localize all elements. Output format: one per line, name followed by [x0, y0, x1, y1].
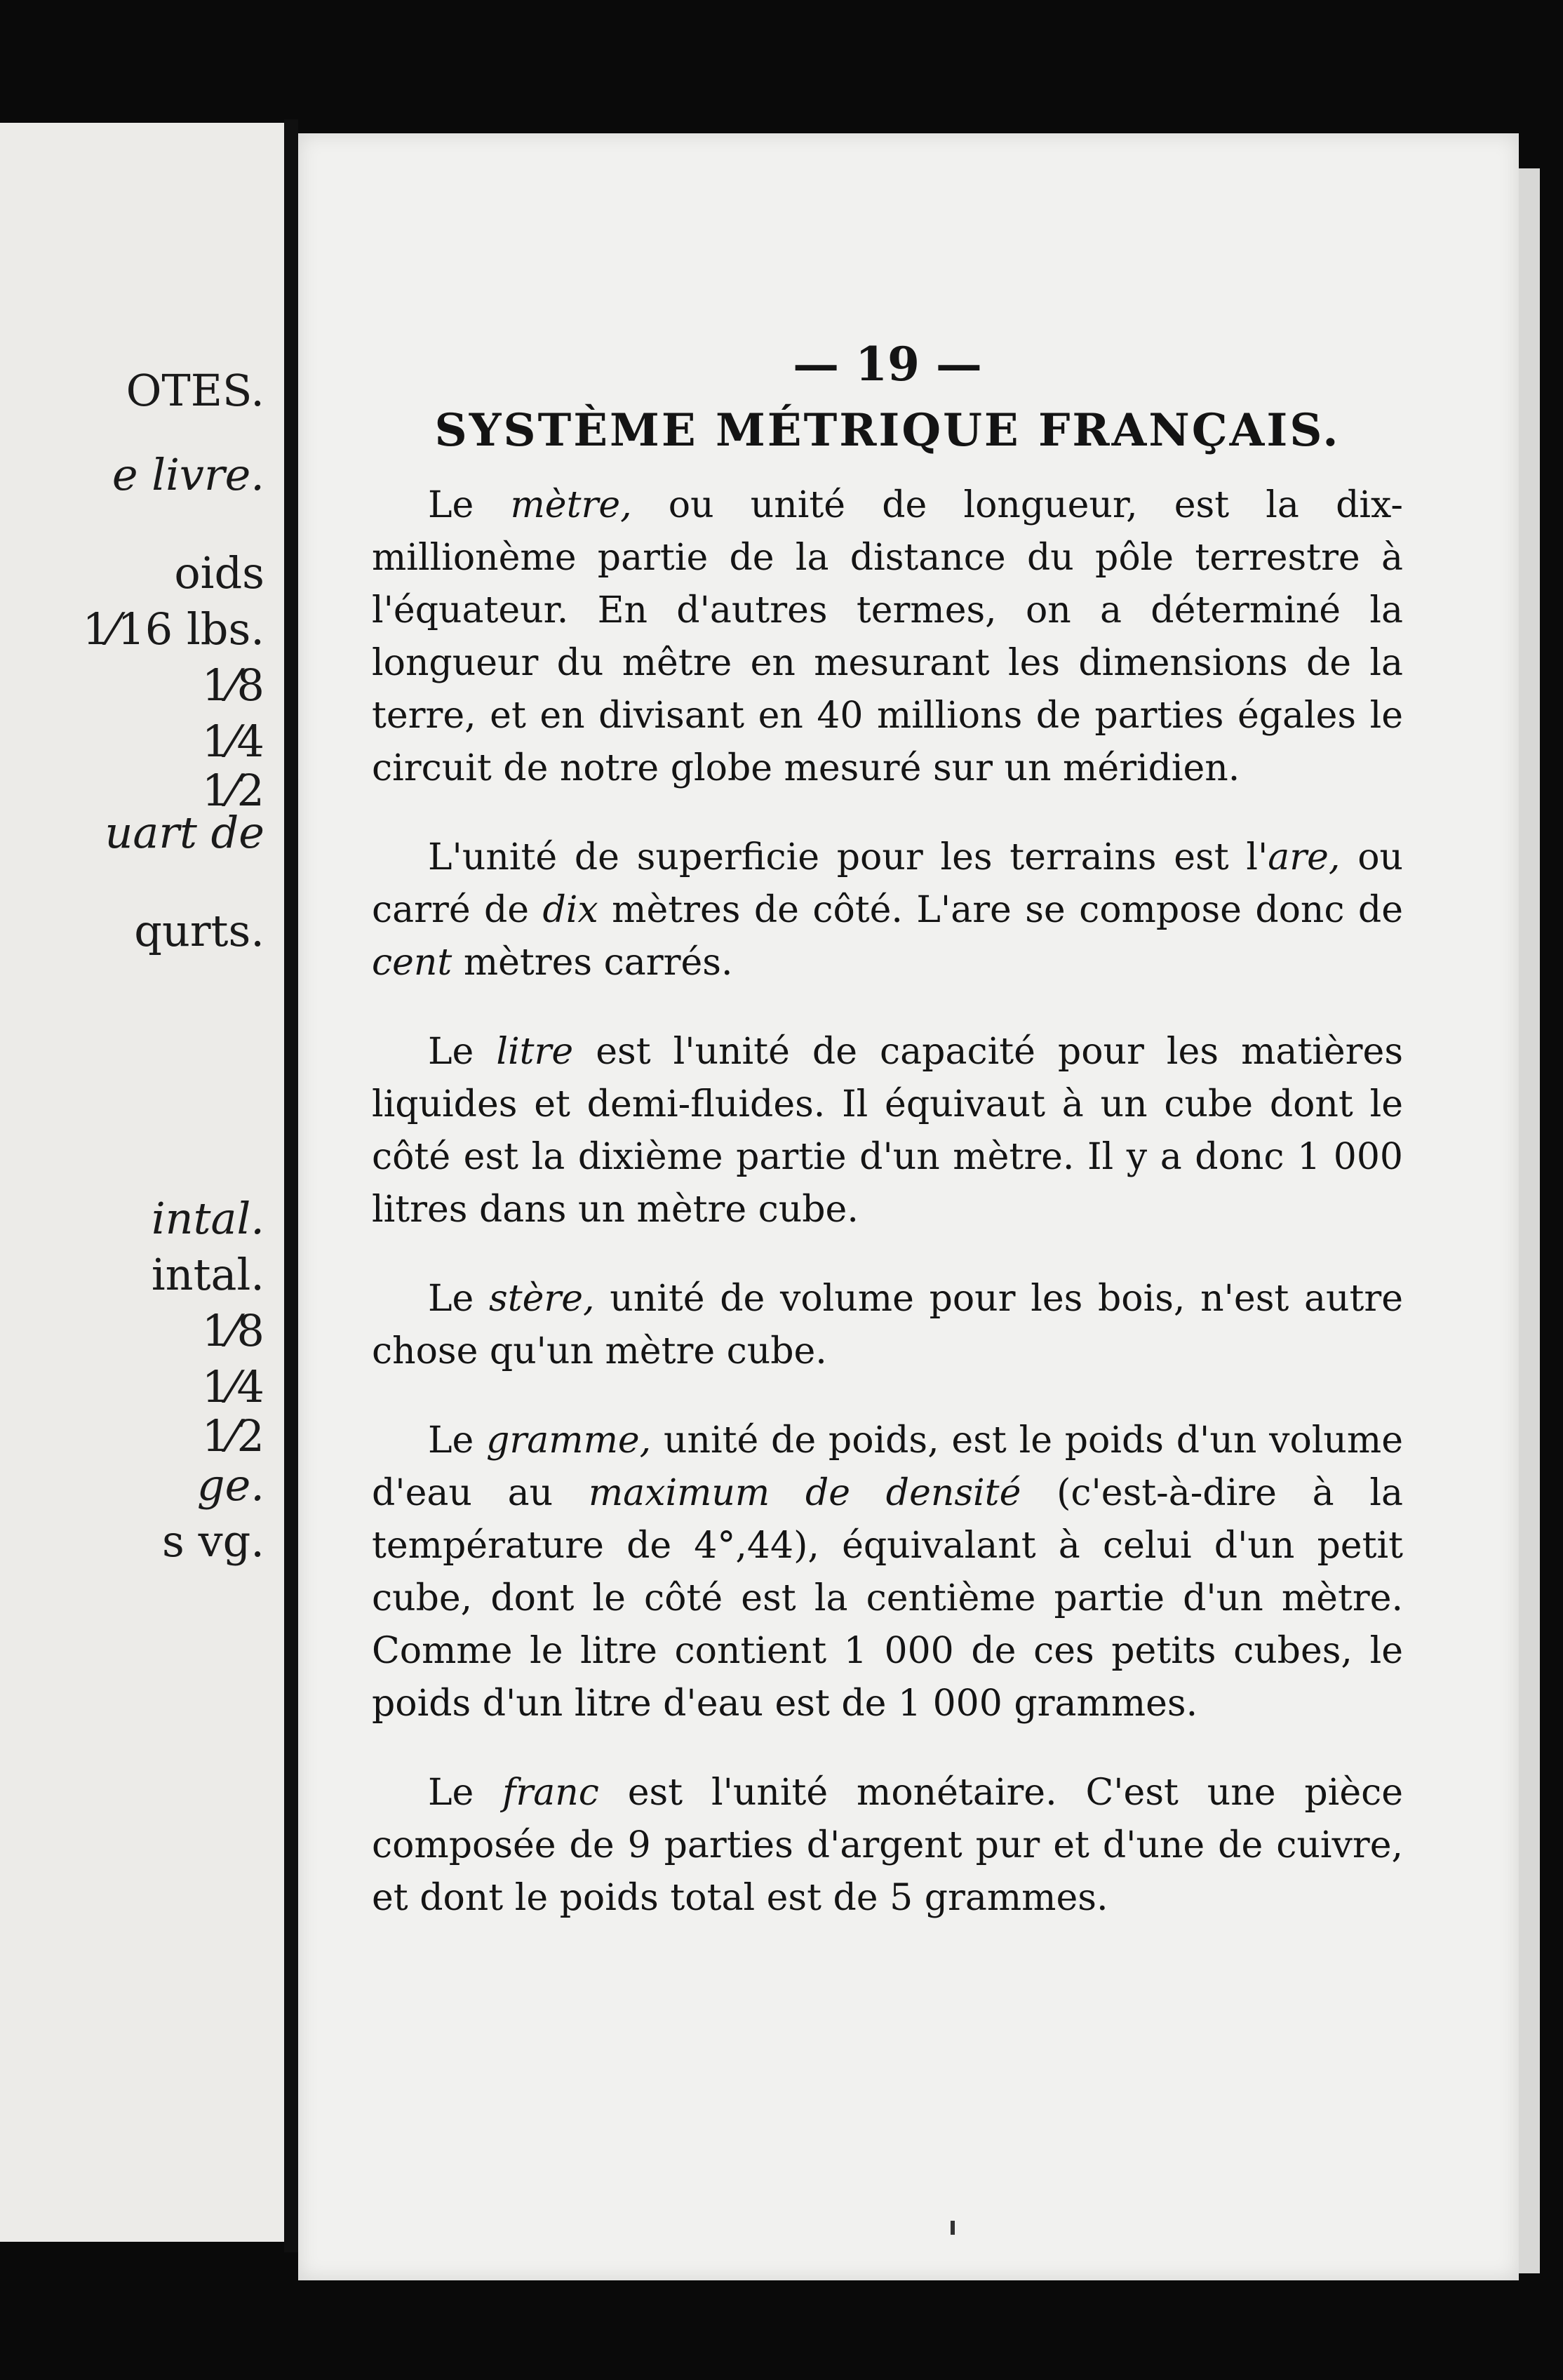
- left-page-line: 1⁄4: [201, 716, 264, 767]
- left-page-line: e livre.: [112, 449, 264, 500]
- left-page-line: 1⁄8: [201, 660, 264, 711]
- left-page-line: s vg.: [162, 1516, 264, 1567]
- left-page-line: intal.: [151, 1193, 264, 1244]
- previous-page: [0, 123, 288, 2242]
- left-page-line: 1⁄2: [201, 765, 264, 816]
- page-title: SYSTÈME MÉTRIQUE FRANÇAIS.: [434, 404, 1341, 457]
- paragraph-litre: Le litre est l'unité de capacité pour les matières liquides et demi-fluides. Il équivaut à un cube dont le côté est la dixième partie d'un mètre. Il y a donc 1 000 litres dans un mètre cube.: [372, 1031, 1404, 1231]
- page-mark: [951, 2221, 955, 2235]
- page-content: [372, 337, 1403, 1961]
- left-page-line: ge.: [196, 1459, 264, 1511]
- paragraph-are: L'unité de superficie pour les terrains est l'are, ou carré de dix mètres de côté. L'are se compose donc de cent mètres carrés.: [372, 836, 1404, 984]
- left-page-line: 1⁄2: [201, 1410, 264, 1462]
- left-page-line: 1⁄8: [201, 1305, 264, 1356]
- page-number: — 19 —: [793, 337, 982, 392]
- left-page-line: uart de: [105, 807, 264, 858]
- paragraph-gramme: Le gramme, unité de poids, est le poids d'un volume d'eau au maximum de densité (c'est-à-dire à la température de 4°,44), équivalant à celui d'un petit cube, dont le côté est la centième partie d'un mètre. Comme le litre contient 1 000 de ces petits cubes, le poids d'un litre d'eau est de 1 000 grammes.: [372, 1419, 1403, 1725]
- left-page-line: 1⁄16 lbs.: [82, 603, 264, 655]
- paragraph-metre: Le mètre, ou unité de longueur, est la dix-millionème partie de la distance du pôle terrestre à l'équateur. En d'autres termes, on a déterminé la longueur du mêtre en mesurant les dimensions de la terre, et en divisant en 40 millions de parties égales le circuit de notre globe mesuré sur un méridien.: [372, 484, 1403, 789]
- left-page-line: OTES.: [126, 365, 264, 416]
- left-page-line: oids: [174, 547, 264, 599]
- left-page-line: 1⁄4: [201, 1361, 264, 1412]
- left-page-line: intal.: [151, 1249, 264, 1300]
- paragraph-franc: Le franc est l'unité monétaire. C'est une pièce composée de 9 parties d'argent pur et d'une de cuivre, et dont le poids total est de 5 grammes.: [372, 1772, 1403, 1919]
- paragraph-stere: Le stère, unité de volume pour les bois, n'est autre chose qu'un mètre cube.: [372, 1278, 1403, 1372]
- book-gutter: [284, 119, 298, 2252]
- left-page-line: qurts.: [134, 905, 264, 956]
- page-edge: [1519, 168, 1540, 2273]
- book-page: [298, 133, 1519, 2280]
